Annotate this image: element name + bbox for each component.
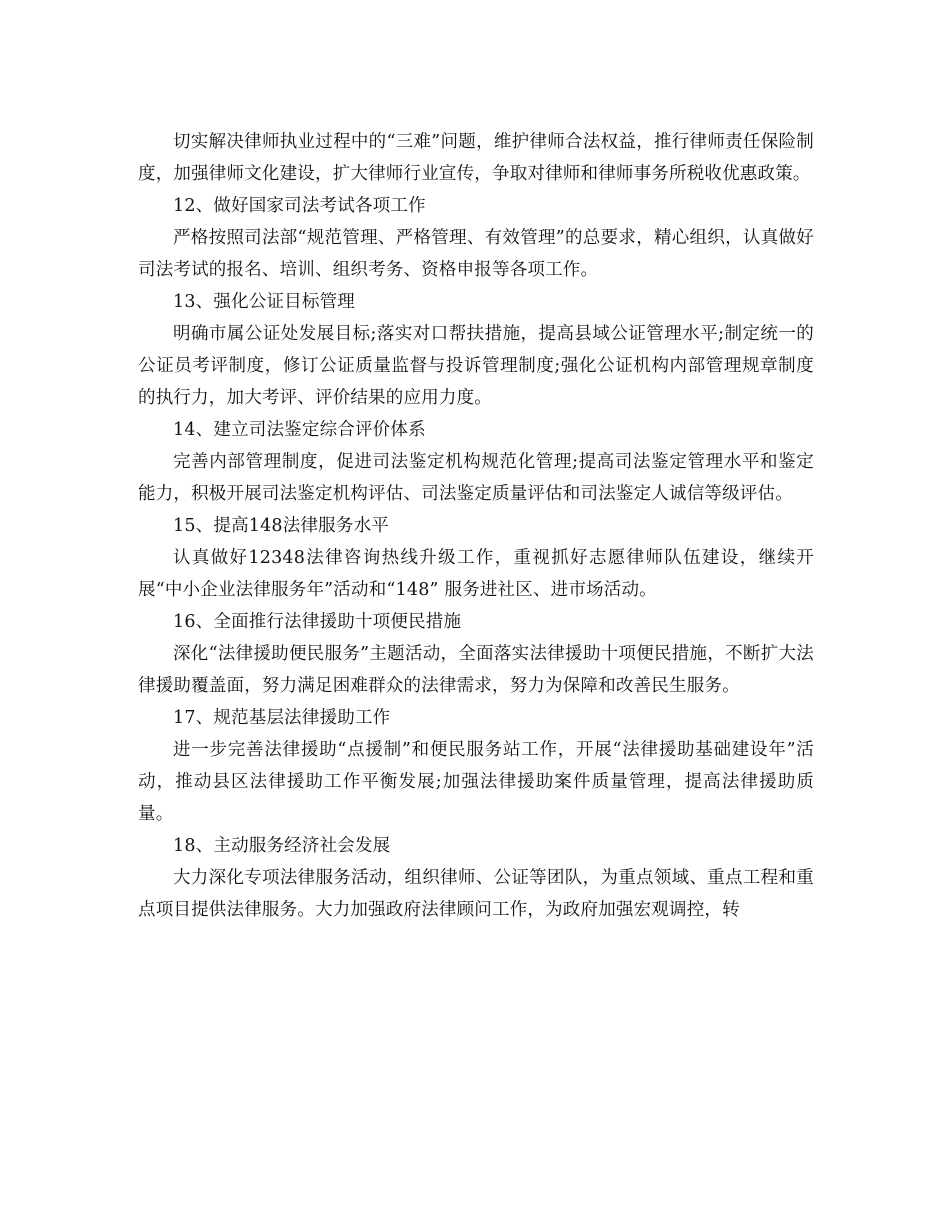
heading-legal-aid-measures: 16、全面推行法律援助十项便民措施	[173, 612, 462, 632]
heading-notary-management: 13、强化公证目标管理	[173, 292, 355, 312]
paragraph-forensic-evaluation: 完善内部管理制度，促进司法鉴定机构规范化管理;提高司法鉴定管理水平和鉴定能力，积极开展司法鉴定机构评估、司法鉴定质量评估和司法鉴定人诚信等级评估。	[138, 452, 814, 504]
paragraph-lawyer-rights: 切实解决律师执业过程中的“三难”问题，维护律师合法权益，推行律师责任保险制度，加强律师文化建设，扩大律师行业宣传，争取对律师和律师事务所税收优惠政策。	[138, 132, 814, 184]
heading-148-legal-service: 15、提高148法律服务水平	[173, 516, 389, 536]
paragraph-notary-management: 明确市属公证处发展目标;落实对口帮扶措施，提高县域公证管理水平;制定统一的公证员考评制度，修订公证质量监督与投诉管理制度;强化公证机构内部管理规章制度的执行力，加大考评、评价结果的应用力度。	[138, 324, 814, 408]
document-page	[138, 126, 814, 926]
paragraph-economic-service: 大力深化专项法律服务活动，组织律师、公证等团队，为重点领域、重点工程和重点项目提供法律服务。大力加强政府法律顾问工作，为政府加强宏观调控，转	[138, 868, 814, 920]
paragraph-148-legal-service: 认真做好12348法律咨询热线升级工作，重视抓好志愿律师队伍建设，继续开展“中小企业法律服务年”活动和“148” 服务进社区、进市场活动。	[138, 548, 814, 600]
heading-economic-service: 18、主动服务经济社会发展	[173, 836, 391, 856]
paragraph-legal-aid-measures: 深化“法律援助便民服务”主题活动，全面落实法律援助十项便民措施，不断扩大法律援助覆盖面，努力满足困难群众的法律需求，努力为保障和改善民生服务。	[138, 644, 814, 696]
heading-forensic-evaluation: 14、建立司法鉴定综合评价体系	[173, 420, 426, 440]
heading-judicial-exam: 12、做好国家司法考试各项工作	[173, 196, 426, 216]
paragraph-judicial-exam: 严格按照司法部“规范管理、严格管理、有效管理”的总要求，精心组织，认真做好司法考试的报名、培训、组织考务、资格申报等各项工作。	[138, 228, 814, 280]
paragraph-grassroots-legal-aid: 进一步完善法律援助“点援制”和便民服务站工作，开展“法律援助基础建设年”活动，推动县区法律援助工作平衡发展;加强法律援助案件质量管理，提高法律援助质量。	[138, 740, 814, 824]
heading-grassroots-legal-aid: 17、规范基层法律援助工作	[173, 708, 391, 728]
